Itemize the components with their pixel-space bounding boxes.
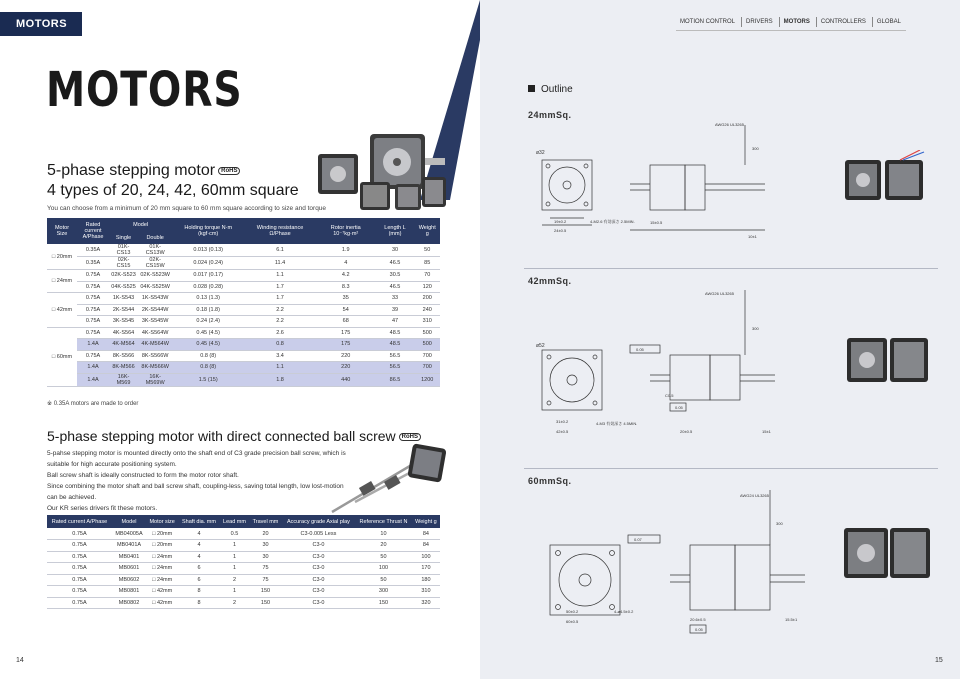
col-winding-resistance: Winding resistance Ω/Phase bbox=[244, 218, 316, 244]
size-label-42: 42mmSq. bbox=[528, 276, 572, 286]
current-cell: 0.75A bbox=[77, 281, 109, 293]
torque-cell: 0.028 (0.28) bbox=[172, 281, 244, 293]
nav-drivers[interactable]: DRIVERS bbox=[741, 17, 779, 27]
table-cell: 4 bbox=[178, 540, 220, 552]
section2-description bbox=[47, 448, 347, 514]
dim-l2-24: 10±1 bbox=[748, 234, 757, 239]
current-cell: 0.75A bbox=[77, 350, 109, 362]
table-cell: 180 bbox=[412, 574, 440, 586]
double-cell: 3K-S545W bbox=[138, 316, 172, 328]
table-cell: 84 bbox=[412, 528, 440, 540]
table-row bbox=[47, 316, 440, 328]
dim-phi-24: ø32 bbox=[536, 150, 545, 156]
table-cell: C3-0 bbox=[282, 540, 355, 552]
table-cell: 1 bbox=[220, 540, 249, 552]
top-navigation bbox=[676, 17, 907, 27]
resistance-cell: 3.4 bbox=[244, 350, 316, 362]
table-cell: 150 bbox=[355, 597, 412, 609]
inertia-cell: 54 bbox=[316, 304, 376, 316]
motor-size-cell: □ 20mm bbox=[47, 244, 77, 270]
nav-motion-control[interactable]: MOTION CONTROL bbox=[680, 19, 735, 25]
single-cell: 3K-S545 bbox=[109, 316, 138, 328]
current-cell: 0.75A bbox=[77, 270, 109, 282]
dim-w2-42: 42±0.5 bbox=[556, 429, 569, 434]
outline-heading: Outline bbox=[528, 84, 573, 95]
stepping-motor-spec-table bbox=[47, 218, 440, 387]
torque-cell: 0.13 (1.3) bbox=[172, 293, 244, 305]
double-cell: 4K-S564W bbox=[138, 327, 172, 339]
table-cell: 0.75A bbox=[47, 528, 112, 540]
dim-screw-42: 4-M3 有効深さ 4.5MIN. bbox=[596, 421, 638, 426]
outline-drawing-42mm bbox=[530, 285, 830, 445]
table-row bbox=[47, 551, 440, 563]
table-cell: 100 bbox=[412, 551, 440, 563]
torque-cell: 0.024 (0.24) bbox=[172, 257, 244, 270]
motor-size-cell: □ 24mm bbox=[47, 270, 77, 293]
table-cell: 0.75A bbox=[47, 597, 112, 609]
table-row bbox=[47, 304, 440, 316]
table-row bbox=[47, 257, 440, 270]
single-cell: 8K-S566 bbox=[109, 350, 138, 362]
double-cell: 4K-M564W bbox=[138, 339, 172, 351]
table-cell: 4 bbox=[178, 528, 220, 540]
col-holding-torque: Holding torque N·m (kgf·cm) bbox=[172, 218, 244, 244]
single-cell: 01K-CS13 bbox=[109, 244, 138, 257]
weight-cell: 700 bbox=[414, 350, 440, 362]
inertia-cell: 35 bbox=[316, 293, 376, 305]
length-cell: 48.5 bbox=[376, 327, 415, 339]
outline-drawing-24mm bbox=[530, 120, 830, 240]
table-row bbox=[47, 563, 440, 575]
motor-photo-24mm bbox=[840, 150, 930, 210]
page-title: MOTORS bbox=[46, 62, 243, 118]
resistance-cell: 2.2 bbox=[244, 304, 316, 316]
inertia-cell: 440 bbox=[316, 373, 376, 386]
torque-cell: 0.18 (1.8) bbox=[172, 304, 244, 316]
table-row bbox=[47, 574, 440, 586]
column-header: Travel mm bbox=[249, 515, 282, 528]
length-cell: 56.5 bbox=[376, 350, 415, 362]
resistance-cell: 1.7 bbox=[244, 293, 316, 305]
table-cell: 100 bbox=[355, 563, 412, 575]
ball-screw-motor-photo bbox=[330, 440, 450, 515]
current-cell: 1.4A bbox=[77, 362, 109, 374]
torque-cell: 0.017 (0.17) bbox=[172, 270, 244, 282]
weight-cell: 70 bbox=[414, 270, 440, 282]
lead-length-60: 300 bbox=[776, 521, 783, 526]
table-cell: C3-0.005 Less bbox=[282, 528, 355, 540]
current-cell: 1.4A bbox=[77, 339, 109, 351]
ball-screw-spec-table bbox=[47, 515, 440, 609]
weight-cell: 200 bbox=[414, 293, 440, 305]
double-cell: 2K-S544W bbox=[138, 304, 172, 316]
table-cell: 8 bbox=[178, 586, 220, 598]
double-cell: 8K-M566W bbox=[138, 362, 172, 374]
single-cell: 4K-M564 bbox=[109, 339, 138, 351]
inertia-cell: 68 bbox=[316, 316, 376, 328]
table-cell: 84 bbox=[412, 540, 440, 552]
lead-length-24: 300 bbox=[752, 146, 759, 151]
single-cell: 1K-S543 bbox=[109, 293, 138, 305]
chamfer-42: C0.5 bbox=[665, 393, 674, 398]
inertia-cell: 220 bbox=[316, 350, 376, 362]
motor-photo-42mm bbox=[842, 330, 932, 390]
torque-cell: 0.8 (8) bbox=[172, 350, 244, 362]
length-cell: 30.5 bbox=[376, 270, 415, 282]
table-cell: MB0602 bbox=[112, 574, 146, 586]
double-cell: 02K-CS15W bbox=[138, 257, 172, 270]
lead-length-42: 300 bbox=[752, 326, 759, 331]
divider bbox=[524, 468, 938, 469]
section1-subtitle: 4 types of 20, 24, 42, 60mm square bbox=[47, 182, 299, 199]
table-cell: C3-0 bbox=[282, 563, 355, 575]
single-cell: 02K-S523 bbox=[109, 270, 138, 282]
motor-size-cell: □ 60mm bbox=[47, 327, 77, 386]
column-header: Lead mm bbox=[220, 515, 249, 528]
table-cell: 0.75A bbox=[47, 574, 112, 586]
section2-paragraph: 5-pahse stepping motor is mounted directly onto the shaft end of C3 grade precision ball screw, which is suitable for high accurate positioning system. bbox=[47, 450, 346, 468]
weight-cell: 50 bbox=[414, 244, 440, 257]
torque-cell: 0.8 (8) bbox=[172, 362, 244, 374]
col-double: Double bbox=[138, 231, 172, 244]
lead-label-60: AWG24 UL3265 bbox=[740, 493, 769, 498]
table-cell: 0.75A bbox=[47, 563, 112, 575]
section1-description: You can choose from a minimum of 20 mm square to 60 mm square according to size and torque bbox=[47, 205, 327, 212]
table-cell: MB0401 bbox=[112, 551, 146, 563]
table-cell: 170 bbox=[412, 563, 440, 575]
table-cell: 0.5 bbox=[220, 528, 249, 540]
torque-cell: 1.5 (15) bbox=[172, 373, 244, 386]
table-cell: 6 bbox=[178, 563, 220, 575]
col-rated-current: Rated current A/Phase bbox=[77, 218, 109, 244]
table-row bbox=[47, 327, 440, 339]
resistance-cell: 1.1 bbox=[244, 362, 316, 374]
table-cell: 30 bbox=[249, 540, 282, 552]
dim-l1-60: 20.6±0.5 bbox=[690, 617, 706, 622]
nav-controllers[interactable]: CONTROLLERS bbox=[816, 17, 872, 27]
current-cell: 0.75A bbox=[77, 293, 109, 305]
dim-screw-24: 4-M2.6 有効深さ 2.5MIN. bbox=[590, 219, 635, 224]
resistance-cell: 1.8 bbox=[244, 373, 316, 386]
col-model: Model bbox=[109, 218, 172, 231]
single-cell: 04K-S525 bbox=[109, 281, 138, 293]
table-cell: MB0801 bbox=[112, 586, 146, 598]
inertia-cell: 4 bbox=[316, 257, 376, 270]
dim-w2-60: 60±0.5 bbox=[566, 619, 579, 624]
table-cell: MB0401A bbox=[112, 540, 146, 552]
length-cell: 33 bbox=[376, 293, 415, 305]
column-header: Motor size bbox=[146, 515, 178, 528]
table-cell: 20 bbox=[249, 528, 282, 540]
table-row bbox=[47, 528, 440, 540]
tolerance-42b: 0.05 bbox=[675, 405, 683, 410]
weight-cell: 500 bbox=[414, 327, 440, 339]
table-cell: □ 24mm bbox=[146, 551, 178, 563]
column-header: Shaft dia. mm bbox=[178, 515, 220, 528]
table-row bbox=[47, 586, 440, 598]
nav-divider bbox=[676, 30, 906, 31]
order-note: ※ 0.35A motors are made to order bbox=[47, 401, 139, 407]
stepping-motors-photo bbox=[310, 122, 450, 212]
single-cell: 02K-CS15 bbox=[109, 257, 138, 270]
length-cell: 48.5 bbox=[376, 339, 415, 351]
column-header: Accuracy grade Axial play bbox=[282, 515, 355, 528]
table-cell: 320 bbox=[412, 597, 440, 609]
torque-cell: 0.24 (2.4) bbox=[172, 316, 244, 328]
table-cell: 50 bbox=[355, 574, 412, 586]
table-cell: 310 bbox=[412, 586, 440, 598]
table-row bbox=[47, 350, 440, 362]
table-cell: 1 bbox=[220, 563, 249, 575]
length-cell: 46.5 bbox=[376, 257, 415, 270]
table-cell: 30 bbox=[249, 551, 282, 563]
inertia-cell: 175 bbox=[316, 327, 376, 339]
table-cell: 2 bbox=[220, 574, 249, 586]
table-cell: 300 bbox=[355, 586, 412, 598]
size-label-60: 60mmSq. bbox=[528, 476, 572, 486]
col-motor-size: Motor Size bbox=[47, 218, 77, 244]
current-cell: 0.75A bbox=[77, 304, 109, 316]
table-cell: 150 bbox=[249, 586, 282, 598]
length-cell: 47 bbox=[376, 316, 415, 328]
length-cell: 86.5 bbox=[376, 373, 415, 386]
table-row bbox=[47, 373, 440, 386]
table-cell: 6 bbox=[178, 574, 220, 586]
torque-cell: 0.45 (4.5) bbox=[172, 339, 244, 351]
table-cell: □ 24mm bbox=[146, 563, 178, 575]
table-cell: 75 bbox=[249, 574, 282, 586]
table-cell: 2 bbox=[220, 597, 249, 609]
page-number-left: 14 bbox=[16, 657, 24, 664]
current-cell: 0.75A bbox=[77, 327, 109, 339]
table-cell: 0.75A bbox=[47, 551, 112, 563]
column-header: Reference Thrust N bbox=[355, 515, 412, 528]
section2-paragraph: Since combining the motor shaft and ball screw shaft, coupling-less, saving total length, low lost-motion can be achieved. bbox=[47, 483, 344, 501]
col-weight: Weight g bbox=[414, 218, 440, 244]
current-cell: 1.4A bbox=[77, 373, 109, 386]
lead-label-24: AWG26 UL3265 bbox=[715, 122, 744, 127]
table-row bbox=[47, 270, 440, 282]
dim-l2-42: 15±1 bbox=[762, 429, 771, 434]
resistance-cell: 2.2 bbox=[244, 316, 316, 328]
double-cell: 04K-S525W bbox=[138, 281, 172, 293]
column-header: Weight g bbox=[412, 515, 440, 528]
section2-paragraph: Our KR series drivers fit these motors. bbox=[47, 505, 158, 512]
table-cell: MB0802 bbox=[112, 597, 146, 609]
length-cell: 46.5 bbox=[376, 281, 415, 293]
dim-l1-42: 20±0.5 bbox=[680, 429, 693, 434]
table-cell: MB0601 bbox=[112, 563, 146, 575]
tolerance-42a: 0.05 bbox=[636, 347, 644, 352]
resistance-cell: 1.1 bbox=[244, 270, 316, 282]
double-cell: 01K-CS13W bbox=[138, 244, 172, 257]
dim-w1-24: 19±0.2 bbox=[554, 219, 567, 224]
current-cell: 0.35A bbox=[77, 244, 109, 257]
table-row bbox=[47, 244, 440, 257]
table-cell: □ 20mm bbox=[146, 540, 178, 552]
motor-size-cell: □ 42mm bbox=[47, 293, 77, 328]
tolerance-60b: 0.05 bbox=[695, 627, 703, 632]
table-cell: □ 20mm bbox=[146, 528, 178, 540]
table-row bbox=[47, 281, 440, 293]
current-cell: 0.35A bbox=[77, 257, 109, 270]
double-cell: 1K-S543W bbox=[138, 293, 172, 305]
table-cell: 10 bbox=[355, 528, 412, 540]
table-cell: 1 bbox=[220, 586, 249, 598]
section2-paragraph: Ball screw shaft is ideally constructed to form the motor rotor shaft. bbox=[47, 472, 239, 479]
dim-w1-60: 50±0.2 bbox=[566, 609, 579, 614]
torque-cell: 0.45 (4.5) bbox=[172, 327, 244, 339]
table-cell: 50 bbox=[355, 551, 412, 563]
weight-cell: 700 bbox=[414, 362, 440, 374]
table-cell: □ 42mm bbox=[146, 597, 178, 609]
col-rotor-inertia: Rotor inertia 10⁻⁷kg·m² bbox=[316, 218, 376, 244]
dim-w2-24: 24±0.5 bbox=[554, 228, 567, 233]
single-cell: 2K-S544 bbox=[109, 304, 138, 316]
resistance-cell: 6.1 bbox=[244, 244, 316, 257]
table-row bbox=[47, 293, 440, 305]
col-length: Length L (mm) bbox=[376, 218, 415, 244]
resistance-cell: 1.7 bbox=[244, 281, 316, 293]
inertia-cell: 1.9 bbox=[316, 244, 376, 257]
weight-cell: 500 bbox=[414, 339, 440, 351]
dim-phi-42: ø52 bbox=[536, 343, 545, 349]
single-cell: 16K-M569 bbox=[109, 373, 138, 386]
length-cell: 30 bbox=[376, 244, 415, 257]
dim-w1-42: 31±0.2 bbox=[556, 419, 569, 424]
double-cell: 8K-S566W bbox=[138, 350, 172, 362]
length-cell: 56.5 bbox=[376, 362, 415, 374]
tolerance-60a: 0.07 bbox=[634, 537, 642, 542]
rohs-badge: RoHS bbox=[218, 167, 240, 175]
double-cell: 16K-M569W bbox=[138, 373, 172, 386]
length-cell: 39 bbox=[376, 304, 415, 316]
table-cell: □ 42mm bbox=[146, 586, 178, 598]
table-row bbox=[47, 362, 440, 374]
single-cell: 4K-S564 bbox=[109, 327, 138, 339]
table-cell: 20 bbox=[355, 540, 412, 552]
lead-label-42: AWG26 UL3265 bbox=[705, 291, 734, 296]
weight-cell: 240 bbox=[414, 304, 440, 316]
weight-cell: 85 bbox=[414, 257, 440, 270]
inertia-cell: 220 bbox=[316, 362, 376, 374]
section2-title: 5-phase stepping motor with direct connected ball screw RoHS bbox=[47, 428, 421, 444]
square-bullet-icon bbox=[528, 85, 535, 92]
weight-cell: 120 bbox=[414, 281, 440, 293]
nav-motors[interactable]: MOTORS bbox=[779, 17, 816, 27]
table-cell: C3-0 bbox=[282, 574, 355, 586]
table-cell: 8 bbox=[178, 597, 220, 609]
table-row bbox=[47, 597, 440, 609]
table-cell: C3-0 bbox=[282, 597, 355, 609]
torque-cell: 0.013 (0.13) bbox=[172, 244, 244, 257]
table-cell: 4 bbox=[178, 551, 220, 563]
table-row bbox=[47, 339, 440, 351]
resistance-cell: 0.8 bbox=[244, 339, 316, 351]
column-header: Model bbox=[112, 515, 146, 528]
dim-l1-24: 15±0.5 bbox=[650, 220, 663, 225]
motor-photo-60mm bbox=[840, 520, 935, 585]
weight-cell: 310 bbox=[414, 316, 440, 328]
table-cell: 0.75A bbox=[47, 540, 112, 552]
section1-title: 5-phase stepping motor RoHS bbox=[47, 162, 240, 180]
page-number-right: 15 bbox=[935, 657, 943, 664]
resistance-cell: 2.6 bbox=[244, 327, 316, 339]
table-cell: □ 24mm bbox=[146, 574, 178, 586]
weight-cell: 1200 bbox=[414, 373, 440, 386]
table-cell: MB04005A bbox=[112, 528, 146, 540]
size-label-24: 24mmSq. bbox=[528, 110, 572, 120]
single-cell: 8K-M566 bbox=[109, 362, 138, 374]
table-row bbox=[47, 540, 440, 552]
section-tag: MOTORS bbox=[0, 12, 82, 36]
col-single: Single bbox=[109, 231, 138, 244]
table-cell: 75 bbox=[249, 563, 282, 575]
dim-l2-60: 15.5±1 bbox=[785, 617, 798, 622]
rohs-badge: RoHS bbox=[399, 433, 421, 441]
inertia-cell: 175 bbox=[316, 339, 376, 351]
inertia-cell: 8.3 bbox=[316, 281, 376, 293]
table-cell: 150 bbox=[249, 597, 282, 609]
table-cell: 1 bbox=[220, 551, 249, 563]
nav-global[interactable]: GLOBAL bbox=[872, 17, 907, 27]
inertia-cell: 4.2 bbox=[316, 270, 376, 282]
current-cell: 0.75A bbox=[77, 316, 109, 328]
table-cell: C3-0 bbox=[282, 551, 355, 563]
table-cell: C3-0 bbox=[282, 586, 355, 598]
dim-holes-60: 4-ø4.5±0.2 bbox=[614, 609, 634, 614]
column-header: Rated current A/Phase bbox=[47, 515, 112, 528]
double-cell: 02K-S523W bbox=[138, 270, 172, 282]
outline-drawing-60mm bbox=[540, 485, 840, 645]
resistance-cell: 11.4 bbox=[244, 257, 316, 270]
table-cell: 0.75A bbox=[47, 586, 112, 598]
divider bbox=[524, 268, 938, 269]
